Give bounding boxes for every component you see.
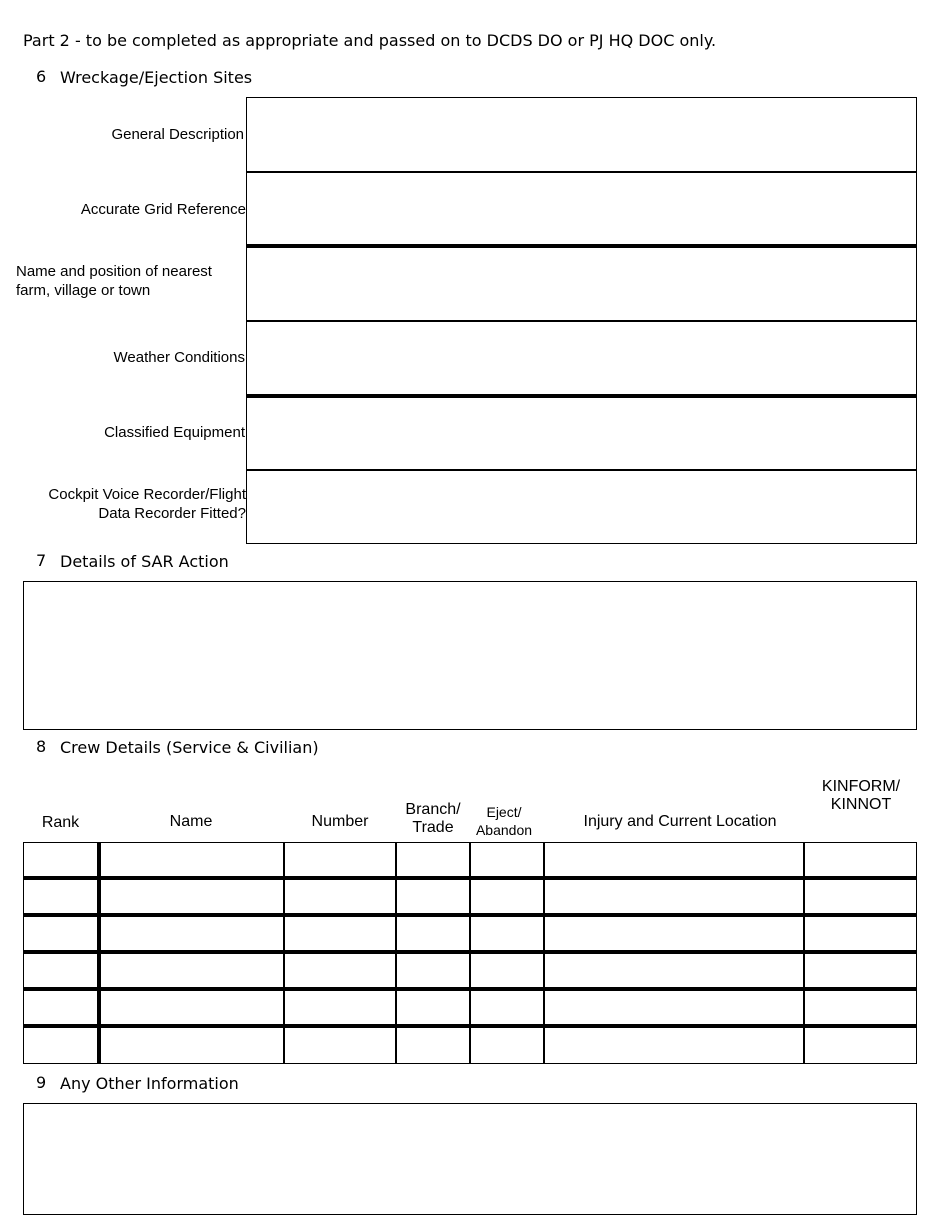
crew-eject-abandon-cell[interactable] — [470, 842, 544, 879]
crew-kinform-kinnot-cell[interactable] — [804, 953, 917, 990]
col-header-branch-trade — [396, 801, 470, 837]
table-row — [23, 879, 917, 916]
crew-injury-location-cell[interactable] — [544, 1027, 804, 1064]
label-nearest-settlement-line2: farm, village or town — [16, 282, 151, 299]
crew-name-cell[interactable] — [98, 953, 284, 990]
crew-rank-cell[interactable] — [23, 1027, 98, 1064]
label-cvr-fdr-line2: Data Recorder Fitted? — [98, 505, 246, 522]
label-nearest-settlement-line1: Name and position of nearest — [16, 263, 212, 280]
label-nearest-settlement — [16, 262, 256, 300]
crew-kinform-kinnot-cell[interactable] — [804, 990, 917, 1027]
crew-branch-trade-cell[interactable] — [396, 953, 470, 990]
label-general-description: General Description — [111, 126, 244, 143]
crew-rank-cell[interactable] — [23, 879, 98, 916]
crew-kinform-kinnot-cell[interactable] — [804, 879, 917, 916]
crew-rank-cell[interactable] — [23, 990, 98, 1027]
crew-branch-trade-cell[interactable] — [396, 842, 470, 879]
crew-injury-location-cell[interactable] — [544, 842, 804, 879]
col-header-rank: Rank — [41, 814, 80, 831]
table-row — [23, 916, 917, 953]
sar-action-field[interactable] — [23, 581, 917, 730]
crew-rank-cell[interactable] — [23, 916, 98, 953]
table-row — [23, 953, 917, 990]
col-header-eject-abandon — [466, 803, 542, 839]
crew-injury-location-cell[interactable] — [544, 990, 804, 1027]
col-header-abandon: Abandon — [475, 822, 533, 838]
crew-number-cell[interactable] — [284, 990, 396, 1027]
crew-branch-trade-cell[interactable] — [396, 879, 470, 916]
crew-injury-location-cell[interactable] — [544, 916, 804, 953]
label-weather-conditions: Weather Conditions — [113, 349, 245, 366]
general-description-field[interactable] — [246, 97, 917, 172]
other-info-field[interactable] — [23, 1103, 917, 1215]
crew-name-cell[interactable] — [98, 879, 284, 916]
section-6-title: Wreckage/Ejection Sites — [60, 68, 253, 87]
crew-injury-location-cell[interactable] — [544, 879, 804, 916]
label-grid-reference: Accurate Grid Reference — [80, 201, 246, 218]
section-9-title: Any Other Information — [60, 1074, 239, 1093]
label-cvr-fdr — [10, 485, 246, 523]
col-header-injury-location: Injury and Current Location — [583, 813, 777, 830]
crew-number-cell[interactable] — [284, 842, 396, 879]
crew-eject-abandon-cell[interactable] — [470, 953, 544, 990]
crew-rank-cell[interactable] — [23, 842, 98, 879]
section-8-number: 8 — [36, 737, 47, 756]
crew-branch-trade-cell[interactable] — [396, 990, 470, 1027]
grid-reference-field[interactable] — [246, 172, 917, 247]
crew-number-cell[interactable] — [284, 916, 396, 953]
col-header-branch: Branch/ — [405, 801, 461, 818]
table-row — [23, 1027, 917, 1064]
col-header-kinnot: KINNOT — [830, 796, 892, 813]
crew-branch-trade-cell[interactable] — [396, 1027, 470, 1064]
form-intro: Part 2 - to be completed as appropriate and passed on to DCDS DO or PJ HQ DOC only. — [23, 31, 717, 50]
crew-kinform-kinnot-cell[interactable] — [804, 842, 917, 879]
crew-eject-abandon-cell[interactable] — [470, 879, 544, 916]
crew-kinform-kinnot-cell[interactable] — [804, 1027, 917, 1064]
col-header-name: Name — [169, 813, 213, 830]
table-row — [23, 990, 917, 1027]
crew-eject-abandon-cell[interactable] — [470, 990, 544, 1027]
crew-name-cell[interactable] — [98, 1027, 284, 1064]
crew-branch-trade-cell[interactable] — [396, 916, 470, 953]
crew-name-cell[interactable] — [98, 990, 284, 1027]
crew-name-cell[interactable] — [98, 842, 284, 879]
crew-number-cell[interactable] — [284, 1027, 396, 1064]
table-row — [23, 842, 917, 879]
nearest-settlement-field[interactable] — [246, 247, 917, 321]
crew-eject-abandon-cell[interactable] — [470, 1027, 544, 1064]
crew-eject-abandon-cell[interactable] — [470, 916, 544, 953]
section-7-number: 7 — [36, 551, 47, 570]
crew-number-cell[interactable] — [284, 879, 396, 916]
col-header-kinform-kinnot — [805, 778, 917, 814]
section-9-number: 9 — [36, 1073, 47, 1092]
section-8-title: Crew Details (Service & Civilian) — [60, 738, 319, 757]
crew-number-cell[interactable] — [284, 953, 396, 990]
crew-injury-location-cell[interactable] — [544, 953, 804, 990]
label-classified-equipment: Classified Equipment — [104, 424, 245, 441]
col-header-eject: Eject/ — [486, 804, 522, 820]
weather-conditions-field[interactable] — [246, 321, 917, 397]
cvr-fdr-field[interactable] — [246, 470, 917, 544]
crew-details-table — [23, 842, 917, 1065]
col-header-trade: Trade — [412, 819, 454, 836]
crew-name-cell[interactable] — [98, 916, 284, 953]
col-header-number: Number — [311, 813, 369, 830]
col-header-kinform: KINFORM/ — [821, 778, 901, 795]
classified-equipment-field[interactable] — [246, 397, 917, 470]
crew-rank-cell[interactable] — [23, 953, 98, 990]
section-6-number: 6 — [36, 67, 47, 86]
crew-kinform-kinnot-cell[interactable] — [804, 916, 917, 953]
label-cvr-fdr-line1: Cockpit Voice Recorder/Flight — [48, 486, 246, 503]
section-7-title: Details of SAR Action — [60, 552, 229, 571]
